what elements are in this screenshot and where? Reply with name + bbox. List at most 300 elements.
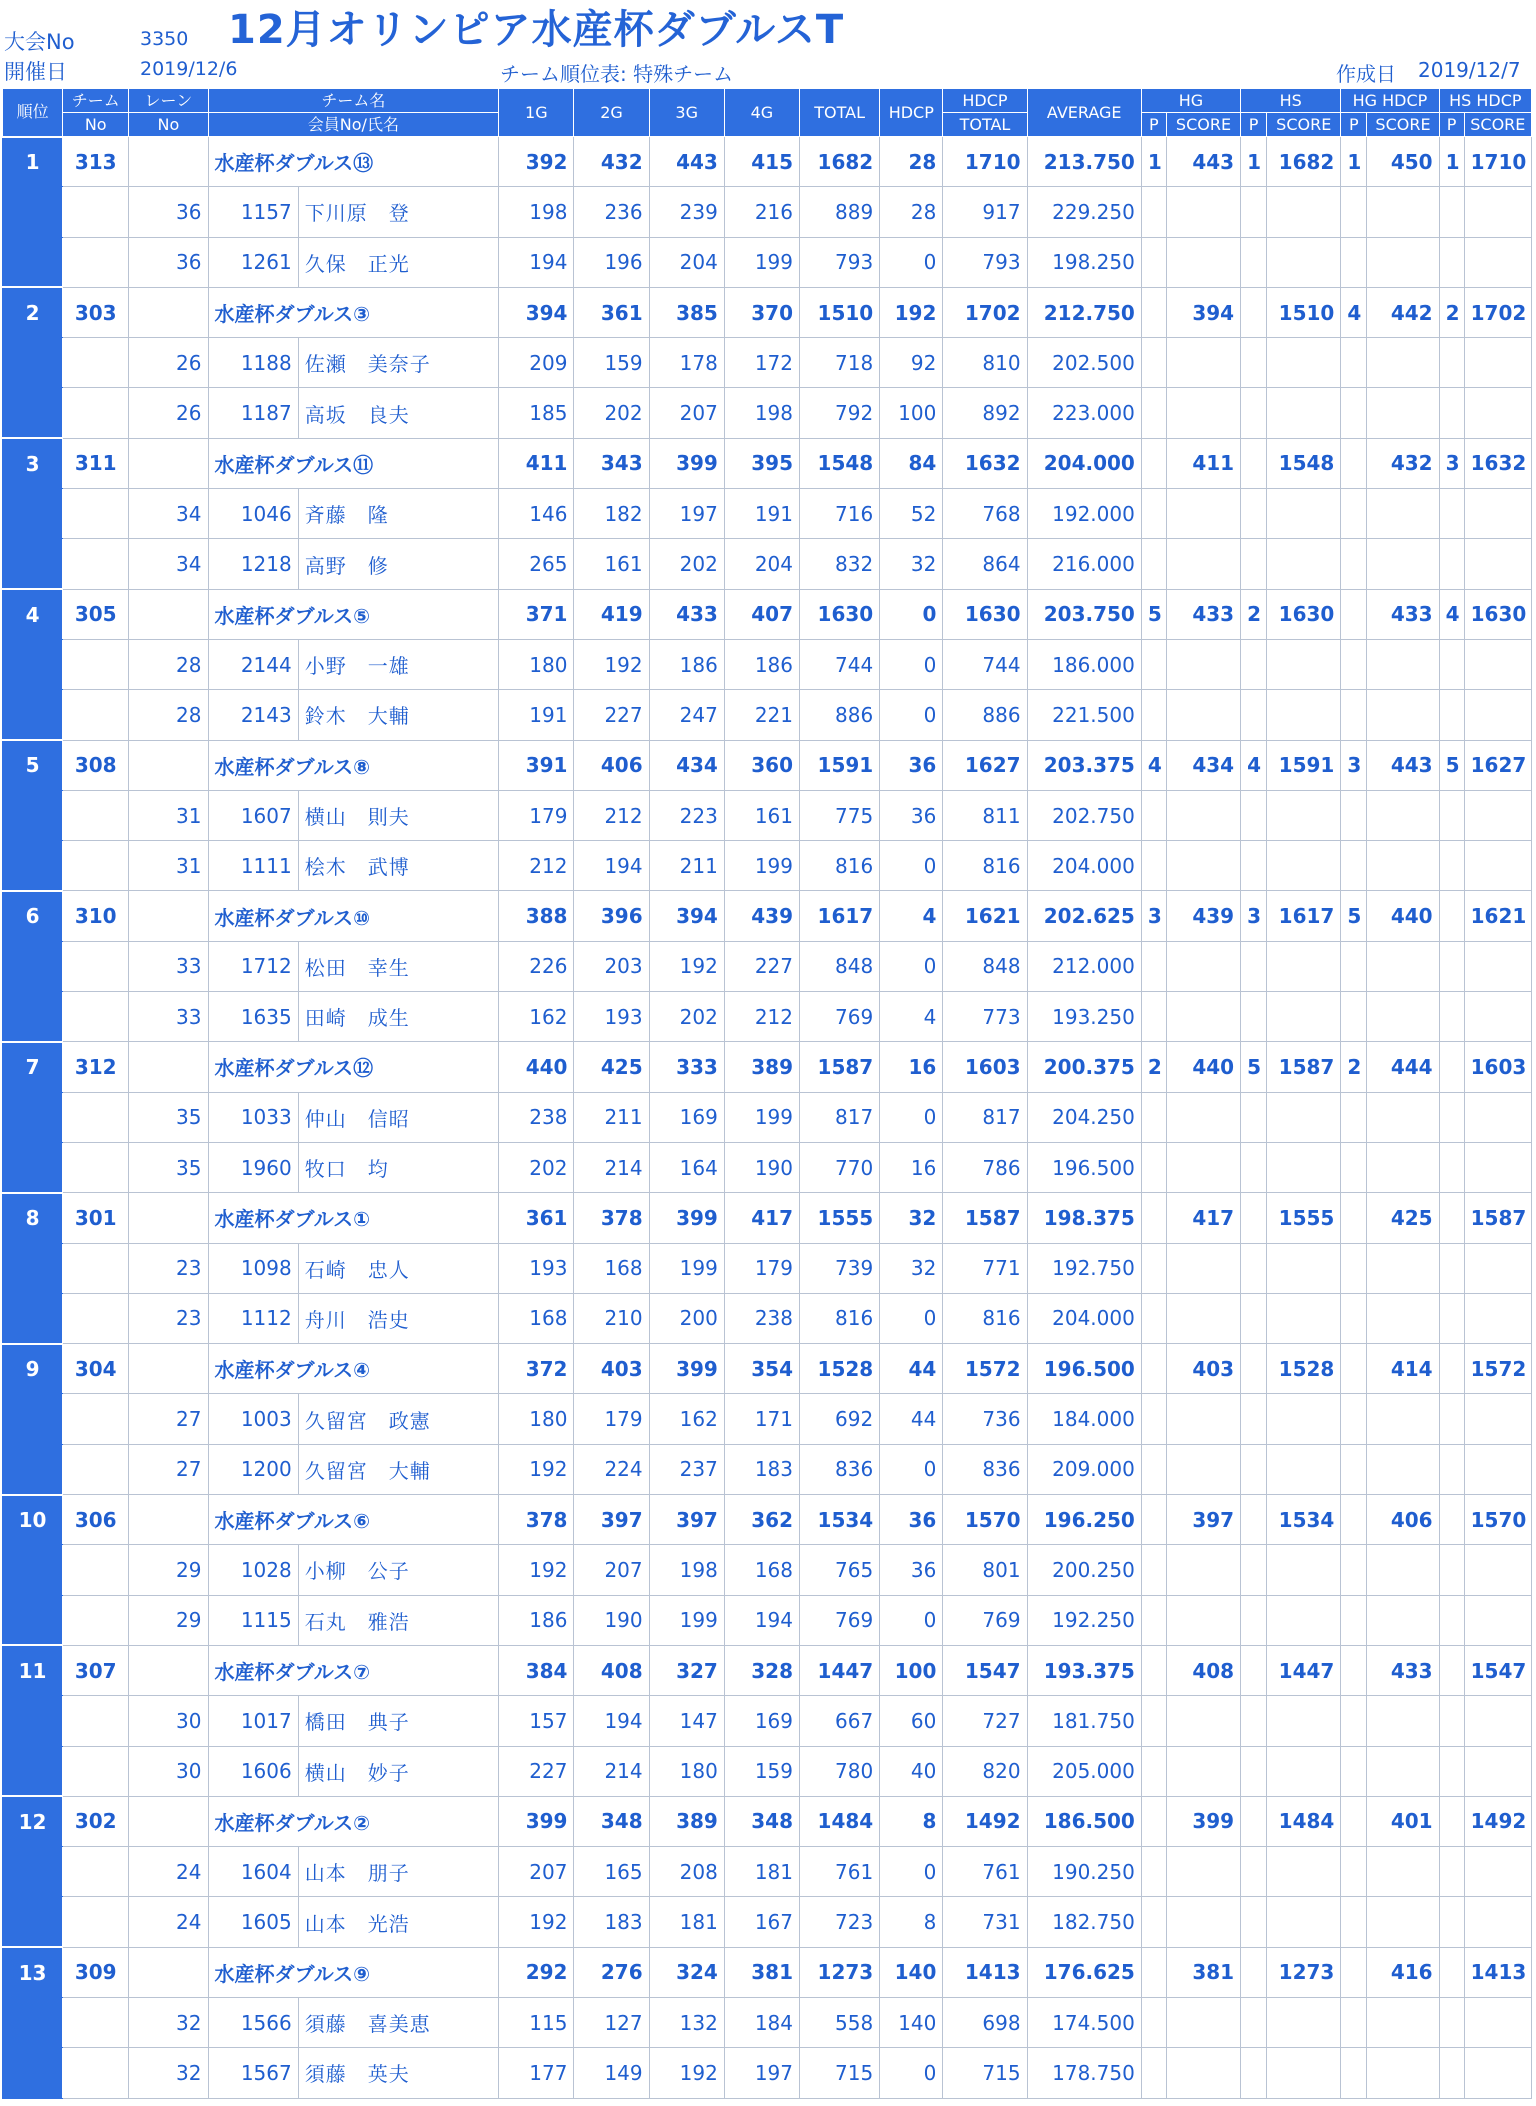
hdcp-total-cell: 864 <box>943 539 1027 589</box>
empty-cell <box>1166 639 1240 689</box>
rank-cell-empty <box>3 1545 63 1595</box>
game-2-cell: 403 <box>574 1344 649 1394</box>
empty-cell <box>1141 992 1166 1042</box>
game-3-cell: 199 <box>649 1595 724 1645</box>
total-cell: 715 <box>800 2048 880 2098</box>
game-1-cell: 185 <box>499 388 574 438</box>
empty-cell <box>1241 338 1267 388</box>
game-4-cell: 216 <box>724 187 799 237</box>
empty-cell <box>1267 992 1341 1042</box>
team-no-cell-empty <box>63 841 129 891</box>
rank-cell: 7 <box>3 1042 63 1092</box>
member-row <box>3 338 1532 388</box>
empty-cell <box>1464 992 1531 1042</box>
hdcp-cell: 36 <box>880 790 943 840</box>
game-3-cell: 181 <box>649 1897 724 1947</box>
member-row <box>3 841 1532 891</box>
game-4-cell: 186 <box>724 639 799 689</box>
empty-cell <box>1341 1897 1367 1947</box>
hs-place-cell: 2 <box>1241 589 1267 639</box>
total-cell: 1548 <box>800 438 880 488</box>
game-4-cell: 360 <box>724 740 799 790</box>
empty-cell <box>1141 1142 1166 1192</box>
empty-cell <box>1464 489 1531 539</box>
member-no-cell: 1187 <box>208 388 298 438</box>
game-2-cell: 212 <box>574 790 649 840</box>
empty-cell <box>1439 841 1464 891</box>
hdcp-total-cell: 761 <box>943 1847 1027 1897</box>
member-row <box>3 639 1532 689</box>
game-3-cell: 399 <box>649 1344 724 1394</box>
empty-cell <box>1464 1595 1531 1645</box>
lane-cell: 28 <box>129 690 208 740</box>
hs-place-cell: 5 <box>1241 1042 1267 1092</box>
empty-cell <box>1464 1545 1531 1595</box>
col-1g: 1G <box>499 89 574 137</box>
member-row <box>3 690 1532 740</box>
hdcp-total-cell: 886 <box>943 690 1027 740</box>
rank-cell-empty <box>3 1243 63 1293</box>
hdcp-total-cell: 820 <box>943 1746 1027 1796</box>
hs-hdcp-place-cell: 5 <box>1439 740 1464 790</box>
empty-cell <box>1367 1696 1439 1746</box>
empty-cell <box>1241 841 1267 891</box>
total-cell: 889 <box>800 187 880 237</box>
empty-cell <box>1367 992 1439 1042</box>
empty-cell <box>1341 539 1367 589</box>
empty-cell <box>1141 941 1166 991</box>
hg-place-cell <box>1141 1645 1166 1695</box>
rank-cell: 8 <box>3 1193 63 1243</box>
hs-score-cell: 1484 <box>1267 1796 1341 1846</box>
col-team-name: チーム名 <box>208 89 499 113</box>
hg-place-cell <box>1141 1947 1166 1997</box>
empty-cell <box>1341 1746 1367 1796</box>
hs-hdcp-score-cell: 1627 <box>1464 740 1531 790</box>
game-1-cell: 392 <box>499 137 574 187</box>
game-4-cell: 204 <box>724 539 799 589</box>
total-cell: 886 <box>800 690 880 740</box>
col-hsh-p: P <box>1439 113 1464 137</box>
col-total: TOTAL <box>800 89 880 137</box>
hdcp-cell: 16 <box>880 1142 943 1192</box>
game-4-cell: 362 <box>724 1495 799 1545</box>
hdcp-cell: 192 <box>880 287 943 337</box>
hs-hdcp-score-cell: 1587 <box>1464 1193 1531 1243</box>
rank-cell: 6 <box>3 891 63 941</box>
game-1-cell: 192 <box>499 1444 574 1494</box>
average-cell: 213.750 <box>1027 137 1141 187</box>
empty-cell <box>1166 489 1240 539</box>
empty-cell <box>1464 1293 1531 1343</box>
col-2g: 2G <box>574 89 649 137</box>
total-cell: 1510 <box>800 287 880 337</box>
game-1-cell: 378 <box>499 1495 574 1545</box>
hs-hdcp-score-cell: 1702 <box>1464 287 1531 337</box>
col-hg-score: SCORE <box>1166 113 1240 137</box>
empty-cell <box>1166 1394 1240 1444</box>
member-name-cell: 下川原 登 <box>298 187 499 237</box>
hdcp-cell: 60 <box>880 1696 943 1746</box>
hs-hdcp-score-cell: 1570 <box>1464 1495 1531 1545</box>
average-cell: 223.000 <box>1027 388 1141 438</box>
team-no-cell-empty <box>63 187 129 237</box>
average-cell: 204.000 <box>1027 438 1141 488</box>
game-3-cell: 399 <box>649 1193 724 1243</box>
total-cell: 1534 <box>800 1495 880 1545</box>
average-cell: 203.375 <box>1027 740 1141 790</box>
hdcp-total-cell: 836 <box>943 1444 1027 1494</box>
game-2-cell: 159 <box>574 338 649 388</box>
lane-cell: 27 <box>129 1394 208 1444</box>
empty-cell <box>1341 237 1367 287</box>
average-cell: 186.000 <box>1027 639 1141 689</box>
lane-cell: 27 <box>129 1444 208 1494</box>
empty-cell <box>1464 1394 1531 1444</box>
empty-cell <box>1367 237 1439 287</box>
game-4-cell: 407 <box>724 589 799 639</box>
rank-cell-empty <box>3 1696 63 1746</box>
empty-cell <box>1367 1243 1439 1293</box>
empty-cell <box>1464 1092 1531 1142</box>
member-name-cell: 高坂 良夫 <box>298 388 499 438</box>
lane-cell <box>129 1193 208 1243</box>
game-4-cell: 190 <box>724 1142 799 1192</box>
team-no-cell-empty <box>63 338 129 388</box>
average-cell: 176.625 <box>1027 1947 1141 1997</box>
game-2-cell: 224 <box>574 1444 649 1494</box>
game-4-cell: 197 <box>724 2048 799 2098</box>
lane-cell: 33 <box>129 992 208 1042</box>
empty-cell <box>1141 1444 1166 1494</box>
member-name-cell: 久留宮 政憲 <box>298 1394 499 1444</box>
game-1-cell: 227 <box>499 1746 574 1796</box>
member-no-cell: 1003 <box>208 1394 298 1444</box>
empty-cell <box>1141 1746 1166 1796</box>
average-cell: 196.500 <box>1027 1142 1141 1192</box>
hg-place-cell: 1 <box>1141 137 1166 187</box>
game-3-cell: 164 <box>649 1142 724 1192</box>
hdcp-total-cell: 801 <box>943 1545 1027 1595</box>
empty-cell <box>1464 941 1531 991</box>
hdcp-total-cell: 1603 <box>943 1042 1027 1092</box>
game-3-cell: 198 <box>649 1545 724 1595</box>
empty-cell <box>1367 1092 1439 1142</box>
hs-score-cell: 1591 <box>1267 740 1341 790</box>
hdcp-cell: 140 <box>880 1947 943 1997</box>
col-team-no: チーム <box>63 89 129 113</box>
team-no-cell-empty <box>63 1847 129 1897</box>
average-cell: 192.250 <box>1027 1595 1141 1645</box>
empty-cell <box>1439 539 1464 589</box>
total-cell: 832 <box>800 539 880 589</box>
game-3-cell: 399 <box>649 438 724 488</box>
game-4-cell: 181 <box>724 1847 799 1897</box>
hg-hdcp-score-cell: 450 <box>1367 137 1439 187</box>
hdcp-cell: 36 <box>880 740 943 790</box>
game-3-cell: 197 <box>649 489 724 539</box>
hg-place-cell <box>1141 1193 1166 1243</box>
rank-cell-empty <box>3 237 63 287</box>
game-4-cell: 199 <box>724 237 799 287</box>
member-row <box>3 1595 1532 1645</box>
hg-hdcp-place-cell: 4 <box>1341 287 1367 337</box>
hs-place-cell <box>1241 1796 1267 1846</box>
report-subtitle: チーム順位表: 特殊チーム <box>500 62 734 86</box>
game-1-cell: 371 <box>499 589 574 639</box>
team-no-cell-empty <box>63 639 129 689</box>
empty-cell <box>1241 1746 1267 1796</box>
empty-cell <box>1241 489 1267 539</box>
game-4-cell: 199 <box>724 1092 799 1142</box>
game-4-cell: 212 <box>724 992 799 1042</box>
team-no-cell-empty <box>63 237 129 287</box>
hs-place-cell <box>1241 1947 1267 1997</box>
empty-cell <box>1241 1394 1267 1444</box>
hdcp-total-cell: 786 <box>943 1142 1027 1192</box>
hg-place-cell <box>1141 1796 1166 1846</box>
hdcp-total-cell: 698 <box>943 1997 1027 2047</box>
game-2-cell: 236 <box>574 187 649 237</box>
total-cell: 1447 <box>800 1645 880 1695</box>
member-row <box>3 489 1532 539</box>
tournament-no-label: 大会No <box>4 30 75 54</box>
lane-cell: 24 <box>129 1847 208 1897</box>
empty-cell <box>1166 690 1240 740</box>
game-1-cell: 384 <box>499 1645 574 1695</box>
empty-cell <box>1464 1444 1531 1494</box>
hdcp-total-cell: 1587 <box>943 1193 1027 1243</box>
rank-cell-empty <box>3 1394 63 1444</box>
average-cell: 181.750 <box>1027 1696 1141 1746</box>
game-1-cell: 192 <box>499 1545 574 1595</box>
hdcp-cell: 84 <box>880 438 943 488</box>
game-4-cell: 348 <box>724 1796 799 1846</box>
hdcp-total-cell: 727 <box>943 1696 1027 1746</box>
team-row <box>3 1193 1532 1243</box>
member-name-cell: 鈴木 大輔 <box>298 690 499 740</box>
hdcp-total-cell: 768 <box>943 489 1027 539</box>
member-row <box>3 941 1532 991</box>
lane-cell: 29 <box>129 1595 208 1645</box>
team-name-cell: 水産杯ダブルス⑤ <box>208 589 499 639</box>
hdcp-total-cell: 892 <box>943 388 1027 438</box>
hdcp-cell: 52 <box>880 489 943 539</box>
empty-cell <box>1439 237 1464 287</box>
game-2-cell: 378 <box>574 1193 649 1243</box>
empty-cell <box>1166 1142 1240 1192</box>
average-cell: 190.250 <box>1027 1847 1141 1897</box>
lane-cell <box>129 1796 208 1846</box>
empty-cell <box>1241 639 1267 689</box>
hs-place-cell <box>1241 1193 1267 1243</box>
rank-cell-empty <box>3 1847 63 1897</box>
game-2-cell: 214 <box>574 1746 649 1796</box>
lane-cell: 29 <box>129 1545 208 1595</box>
hdcp-cell: 8 <box>880 1796 943 1846</box>
empty-cell <box>1341 1595 1367 1645</box>
team-no-cell: 311 <box>63 438 129 488</box>
empty-cell <box>1464 1897 1531 1947</box>
game-1-cell: 146 <box>499 489 574 539</box>
game-2-cell: 149 <box>574 2048 649 2098</box>
game-4-cell: 191 <box>724 489 799 539</box>
rank-cell: 11 <box>3 1645 63 1695</box>
average-cell: 193.250 <box>1027 992 1141 1042</box>
empty-cell <box>1367 841 1439 891</box>
empty-cell <box>1367 1293 1439 1343</box>
game-3-cell: 385 <box>649 287 724 337</box>
hg-hdcp-score-cell: 443 <box>1367 740 1439 790</box>
member-no-cell: 2144 <box>208 639 298 689</box>
hdcp-cell: 0 <box>880 639 943 689</box>
game-2-cell: 432 <box>574 137 649 187</box>
hdcp-cell: 16 <box>880 1042 943 1092</box>
hdcp-total-cell: 810 <box>943 338 1027 388</box>
hg-score-cell: 397 <box>1166 1495 1240 1545</box>
rank-cell-empty <box>3 1092 63 1142</box>
member-row <box>3 1243 1532 1293</box>
member-no-cell: 1960 <box>208 1142 298 1192</box>
empty-cell <box>1341 1545 1367 1595</box>
empty-cell <box>1166 1696 1240 1746</box>
empty-cell <box>1439 2048 1464 2098</box>
game-3-cell: 207 <box>649 388 724 438</box>
average-cell: 192.000 <box>1027 489 1141 539</box>
rank-cell-empty <box>3 941 63 991</box>
game-4-cell: 179 <box>724 1243 799 1293</box>
lane-cell: 34 <box>129 489 208 539</box>
hdcp-cell: 100 <box>880 1645 943 1695</box>
member-no-cell: 1635 <box>208 992 298 1042</box>
game-4-cell: 238 <box>724 1293 799 1343</box>
empty-cell <box>1464 690 1531 740</box>
member-row <box>3 388 1532 438</box>
average-cell: 186.500 <box>1027 1796 1141 1846</box>
team-no-cell: 312 <box>63 1042 129 1092</box>
total-cell: 793 <box>800 237 880 287</box>
member-no-cell: 1017 <box>208 1696 298 1746</box>
empty-cell <box>1141 388 1166 438</box>
empty-cell <box>1166 790 1240 840</box>
rank-cell-empty <box>3 1444 63 1494</box>
hdcp-cell: 0 <box>880 690 943 740</box>
game-2-cell: 190 <box>574 1595 649 1645</box>
rank-cell-empty <box>3 187 63 237</box>
empty-cell <box>1367 1997 1439 2047</box>
empty-cell <box>1464 1997 1531 2047</box>
empty-cell <box>1341 1293 1367 1343</box>
hdcp-total-cell: 793 <box>943 237 1027 287</box>
member-name-cell: 横山 則夫 <box>298 790 499 840</box>
team-name-cell: 水産杯ダブルス③ <box>208 287 499 337</box>
member-name-cell: 山本 光浩 <box>298 1897 499 1947</box>
game-4-cell: 168 <box>724 1545 799 1595</box>
hg-place-cell <box>1141 1344 1166 1394</box>
hdcp-cell: 0 <box>880 1293 943 1343</box>
lane-cell: 32 <box>129 1997 208 2047</box>
member-row <box>3 1394 1532 1444</box>
game-3-cell: 324 <box>649 1947 724 1997</box>
game-2-cell: 214 <box>574 1142 649 1192</box>
hs-hdcp-score-cell: 1572 <box>1464 1344 1531 1394</box>
hdcp-cell: 100 <box>880 388 943 438</box>
rank-cell-empty <box>3 841 63 891</box>
empty-cell <box>1439 992 1464 1042</box>
empty-cell <box>1464 237 1531 287</box>
total-cell: 848 <box>800 941 880 991</box>
game-3-cell: 239 <box>649 187 724 237</box>
game-2-cell: 192 <box>574 639 649 689</box>
member-row <box>3 992 1532 1042</box>
empty-cell <box>1341 1847 1367 1897</box>
empty-cell <box>1267 1847 1341 1897</box>
average-cell: 229.250 <box>1027 187 1141 237</box>
game-2-cell: 276 <box>574 1947 649 1997</box>
total-cell: 792 <box>800 388 880 438</box>
empty-cell <box>1341 1243 1367 1293</box>
team-row <box>3 1796 1532 1846</box>
game-1-cell: 162 <box>499 992 574 1042</box>
game-4-cell: 183 <box>724 1444 799 1494</box>
empty-cell <box>1439 1847 1464 1897</box>
col-hs-hdcp: HS HDCP <box>1439 89 1531 113</box>
col-3g: 3G <box>649 89 724 137</box>
game-2-cell: 193 <box>574 992 649 1042</box>
game-1-cell: 194 <box>499 237 574 287</box>
average-cell: 198.375 <box>1027 1193 1141 1243</box>
team-name-cell: 水産杯ダブルス⑩ <box>208 891 499 941</box>
average-cell: 202.625 <box>1027 891 1141 941</box>
empty-cell <box>1166 1997 1240 2047</box>
total-cell: 1617 <box>800 891 880 941</box>
hg-score-cell: 408 <box>1166 1645 1240 1695</box>
total-cell: 667 <box>800 1696 880 1746</box>
game-2-cell: 179 <box>574 1394 649 1444</box>
hs-place-cell <box>1241 1645 1267 1695</box>
game-4-cell: 171 <box>724 1394 799 1444</box>
empty-cell <box>1166 1847 1240 1897</box>
total-cell: 816 <box>800 841 880 891</box>
total-cell: 817 <box>800 1092 880 1142</box>
hg-hdcp-place-cell: 3 <box>1341 740 1367 790</box>
game-2-cell: 397 <box>574 1495 649 1545</box>
empty-cell <box>1464 1746 1531 1796</box>
average-cell: 200.250 <box>1027 1545 1141 1595</box>
game-2-cell: 406 <box>574 740 649 790</box>
total-cell: 558 <box>800 1997 880 2047</box>
game-4-cell: 184 <box>724 1997 799 2047</box>
empty-cell <box>1464 338 1531 388</box>
empty-cell <box>1166 1293 1240 1343</box>
game-1-cell: 193 <box>499 1243 574 1293</box>
hg-hdcp-score-cell: 416 <box>1367 1947 1439 1997</box>
col-team-no-sub: No <box>63 113 129 137</box>
empty-cell <box>1241 1092 1267 1142</box>
hs-score-cell: 1528 <box>1267 1344 1341 1394</box>
empty-cell <box>1241 1696 1267 1746</box>
empty-cell <box>1267 841 1341 891</box>
game-4-cell: 194 <box>724 1595 799 1645</box>
team-name-cell: 水産杯ダブルス⑬ <box>208 137 499 187</box>
rank-cell-empty <box>3 489 63 539</box>
hs-hdcp-score-cell: 1413 <box>1464 1947 1531 1997</box>
hs-hdcp-place-cell: 2 <box>1439 287 1464 337</box>
game-1-cell: 440 <box>499 1042 574 1092</box>
hdcp-cell: 4 <box>880 891 943 941</box>
hg-score-cell: 433 <box>1166 589 1240 639</box>
team-row <box>3 287 1532 337</box>
